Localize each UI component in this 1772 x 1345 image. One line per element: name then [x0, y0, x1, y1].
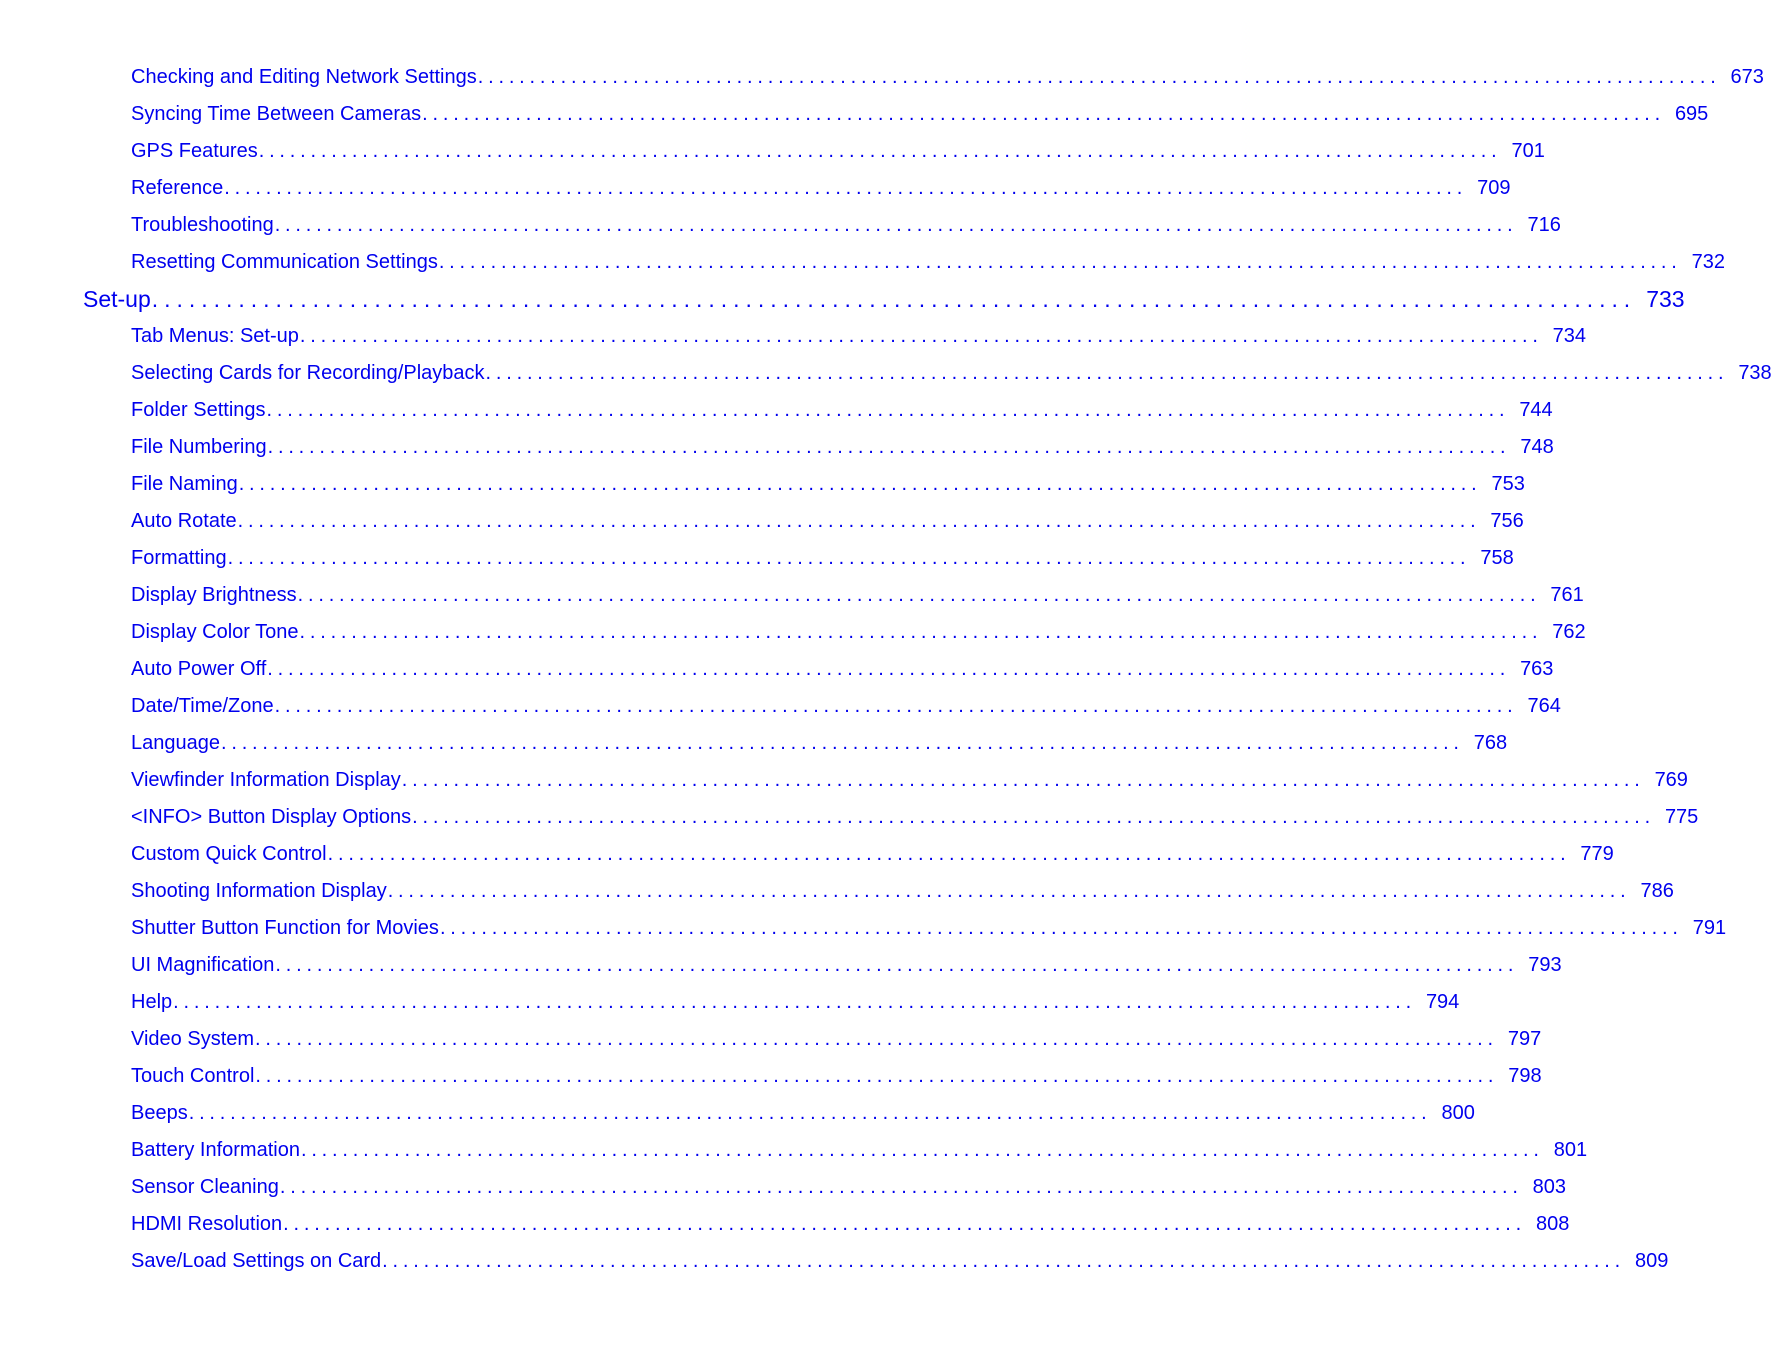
toc-entry-title: Date/Time/Zone: [131, 695, 274, 717]
dot-leader: ........................................................................................................................: [267, 436, 1511, 458]
toc-entry-title: Auto Power Off: [131, 658, 267, 680]
toc-page-number: 673: [1730, 66, 1764, 88]
toc-entry-title: UI Magnification: [131, 954, 275, 976]
toc-section-link[interactable]: [83, 285, 1685, 313]
toc-entry-link[interactable]: [131, 1138, 1588, 1162]
toc-entry-link[interactable]: [131, 694, 1561, 718]
toc-entry-link[interactable]: [131, 324, 1587, 348]
toc-page-number: 797: [1507, 1028, 1542, 1050]
toc-entry-title: Shutter Button Function for Movies: [131, 917, 439, 939]
toc-page-number: 709: [1477, 177, 1511, 199]
toc-entry-link[interactable]: [131, 583, 1584, 607]
toc-entry-title: HDMI Resolution: [131, 1213, 283, 1235]
toc-page-number: 716: [1527, 214, 1561, 236]
toc-entry-link[interactable]: [131, 842, 1614, 866]
toc-entry-link[interactable]: [131, 472, 1525, 496]
toc-page-number: 779: [1580, 843, 1614, 865]
toc-page-number: 769: [1654, 769, 1688, 791]
toc-entry-title: Reference: [131, 177, 224, 199]
toc-page-number: 744: [1519, 399, 1553, 421]
dot-leader: ........................................................................................................................: [188, 1102, 1432, 1124]
toc-page-number: 701: [1511, 140, 1545, 162]
dot-leader: ........................................................................................................................: [299, 621, 1543, 643]
toc-entry-link[interactable]: [131, 398, 1553, 422]
dot-leader: ........................................................................................................................: [173, 991, 1416, 1013]
toc-page-number: 793: [1528, 954, 1562, 976]
dot-leader: ........................................................................................................................: [439, 917, 1683, 939]
dot-leader: ........................................................................................................................: [477, 66, 1721, 88]
toc-entry-title: Formatting: [131, 547, 227, 569]
toc-page-number: 794: [1425, 991, 1460, 1013]
dot-leader: ........................................................................................................................: [220, 732, 1464, 754]
toc-page-number: 801: [1553, 1139, 1588, 1161]
dot-leader: ........................................................................................................................: [255, 1065, 1499, 1087]
dot-leader: ........................................................................................................................: [224, 177, 1468, 199]
dot-leader: ........................................................................................................................: [279, 1176, 1523, 1198]
toc-page-number: 758: [1480, 547, 1514, 569]
toc-entry-title: Selecting Cards for Recording/Playback: [131, 362, 485, 384]
dot-leader: ........................................................................................................................: [275, 954, 1519, 976]
toc-entry-link[interactable]: [131, 176, 1511, 200]
dot-leader: ........................................................................................................................: [382, 1250, 1625, 1272]
toc-entry-title: Video System: [131, 1028, 255, 1050]
dot-leader: ........................................................................................................................: [151, 286, 1637, 312]
dot-leader: ........................................................................................................................: [274, 214, 1518, 236]
toc-entry-link[interactable]: [131, 879, 1674, 903]
toc-entry-title: Viewfinder Information Display: [131, 769, 401, 791]
toc-entry-title: Beeps: [131, 1102, 188, 1124]
toc-entry-title: Shooting Information Display: [131, 880, 387, 902]
toc-page-number: 761: [1550, 584, 1584, 606]
dot-leader: ........................................................................................................................: [274, 695, 1518, 717]
dot-leader: ........................................................................................................................: [267, 658, 1511, 680]
toc-entry-title: Help: [131, 991, 173, 1013]
dot-leader: ........................................................................................................................: [438, 251, 1682, 273]
dot-leader: ........................................................................................................................: [266, 399, 1510, 421]
toc-entry-link[interactable]: [131, 953, 1562, 977]
toc-page-number: 808: [1535, 1213, 1570, 1235]
toc-entry-title: Battery Information: [131, 1139, 300, 1161]
toc-entry-link[interactable]: [131, 1064, 1542, 1088]
toc-entry-link[interactable]: [131, 1101, 1475, 1125]
toc-entry-title: Set-up: [83, 286, 151, 312]
toc-entry-link[interactable]: [131, 250, 1725, 274]
dot-leader: ........................................................................................................................: [387, 880, 1631, 902]
toc-page-number: 763: [1520, 658, 1554, 680]
dot-leader: ........................................................................................................................: [300, 1139, 1544, 1161]
dot-leader: ........................................................................................................................: [238, 473, 1482, 495]
dot-leader: ........................................................................................................................: [485, 362, 1729, 384]
toc-entry-title: Auto Rotate: [131, 510, 237, 532]
toc-entry-title: <INFO> Button Display Options: [131, 806, 412, 828]
toc-entry-link[interactable]: [131, 1249, 1669, 1273]
toc-entry-link[interactable]: [131, 1027, 1542, 1051]
toc-page-number: 734: [1552, 325, 1587, 347]
dot-leader: ........................................................................................................................: [327, 843, 1571, 865]
toc-entry-title: File Naming: [131, 473, 238, 495]
toc-entry-link[interactable]: [131, 916, 1727, 940]
toc-entry-link[interactable]: [131, 361, 1772, 385]
toc-entry-title: Language: [131, 732, 220, 754]
toc-page-number: 733: [1646, 286, 1685, 312]
dot-leader: ........................................................................................................................: [412, 806, 1655, 828]
toc-page-number: 764: [1527, 695, 1561, 717]
toc-entry-title: Resetting Communication Settings: [131, 251, 438, 273]
toc-entry-link[interactable]: [131, 65, 1764, 89]
toc-entry-title: Display Brightness: [131, 584, 297, 606]
toc-page-number: 732: [1691, 251, 1725, 273]
dot-leader: ........................................................................................................................: [255, 1028, 1498, 1050]
toc-page-number: 753: [1491, 473, 1525, 495]
toc-page-number: 800: [1441, 1102, 1475, 1124]
dot-leader: ........................................................................................................................: [237, 510, 1481, 532]
toc-page-number: 738: [1738, 362, 1772, 384]
toc-entry-link[interactable]: [131, 509, 1524, 533]
toc-entry-link[interactable]: [131, 546, 1514, 570]
toc-page-number: 695: [1674, 103, 1709, 125]
toc-entry-link[interactable]: [131, 1212, 1570, 1236]
toc-page-number: 798: [1508, 1065, 1542, 1087]
toc-entry-title: Folder Settings: [131, 399, 266, 421]
dot-leader: ........................................................................................................................: [297, 584, 1541, 606]
toc-page-number: 791: [1692, 917, 1727, 939]
toc-entry-title: Display Color Tone: [131, 621, 299, 643]
toc-page-number: 748: [1520, 436, 1554, 458]
toc-entry-link[interactable]: [131, 435, 1554, 459]
toc-entry-title: GPS Features: [131, 140, 258, 162]
toc-page-number: 775: [1664, 806, 1699, 828]
toc-entry-link[interactable]: [131, 1175, 1567, 1199]
toc-entry-title: Checking and Editing Network Settings: [131, 66, 477, 88]
toc-entry-title: Save/Load Settings on Card: [131, 1250, 382, 1272]
toc-entry-link[interactable]: [131, 731, 1508, 755]
toc-page-number: 768: [1473, 732, 1508, 754]
toc-entry-link[interactable]: [131, 768, 1688, 792]
dot-leader: ........................................................................................................................: [401, 769, 1645, 791]
dot-leader: ........................................................................................................................: [258, 140, 1502, 162]
toc-page-number: 809: [1634, 1250, 1669, 1272]
toc-entry-link[interactable]: [131, 805, 1699, 829]
toc-entry-link[interactable]: [131, 657, 1554, 681]
toc-entry-title: Tab Menus: Set-up: [131, 325, 299, 347]
dot-leader: ........................................................................................................................: [283, 1213, 1526, 1235]
dot-leader: ........................................................................................................................: [422, 103, 1665, 125]
toc-entry-link[interactable]: [131, 620, 1586, 644]
toc-page-number: 786: [1640, 880, 1674, 902]
toc-page-number: 803: [1532, 1176, 1567, 1198]
toc-entry-title: Touch Control: [131, 1065, 255, 1087]
toc-page-number: 756: [1490, 510, 1524, 532]
toc-entry-link[interactable]: [131, 990, 1460, 1014]
toc-entry-link[interactable]: [131, 213, 1561, 237]
toc-page-number: 762: [1552, 621, 1586, 643]
toc-entry-title: Sensor Cleaning: [131, 1176, 279, 1198]
dot-leader: ........................................................................................................................: [227, 547, 1471, 569]
toc-entry-title: Syncing Time Between Cameras: [131, 103, 422, 125]
dot-leader: ........................................................................................................................: [299, 325, 1543, 347]
toc-entry-link[interactable]: [131, 102, 1709, 126]
toc-entry-title: Custom Quick Control: [131, 843, 327, 865]
toc-entry-link[interactable]: [131, 139, 1545, 163]
toc-entry-title: Troubleshooting: [131, 214, 274, 236]
toc-entry-title: File Numbering: [131, 436, 267, 458]
